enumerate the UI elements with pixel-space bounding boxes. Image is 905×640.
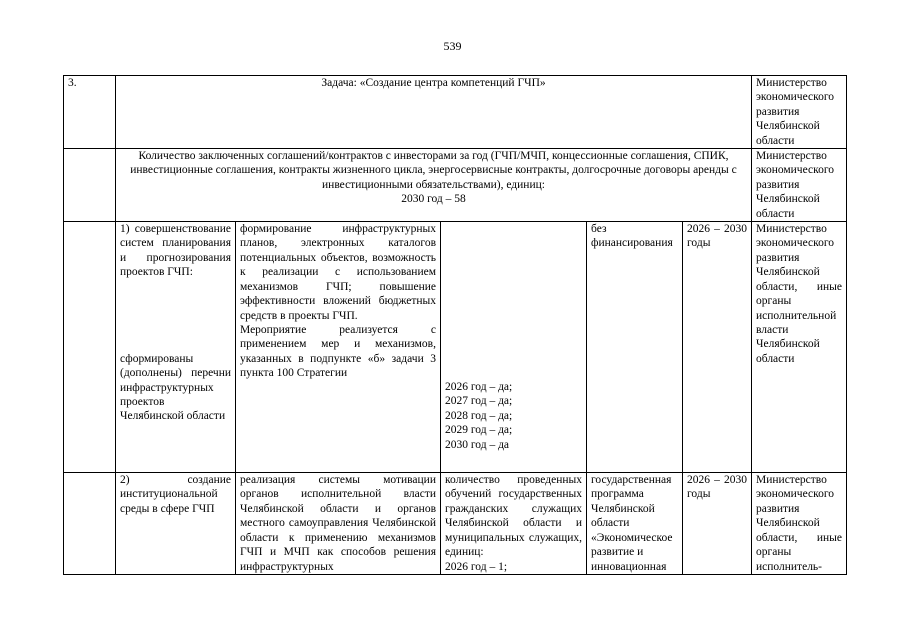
indicator-line: 2029 год – да; bbox=[445, 424, 513, 437]
measures-text: формирование инфраструктурных планов, электронных каталогов потенциальных объектов, возможность к реализации с использованием механизмов ГЧП; повышение эффективности вложений бюджетных средств в проекты ГЧП. bbox=[240, 223, 436, 322]
financing: без финансирования bbox=[587, 222, 683, 473]
page-number: 539 bbox=[443, 39, 462, 53]
indicator-values-cell bbox=[441, 222, 587, 473]
measure-name: 2) создание институциональной среды в сфере ГЧП bbox=[116, 473, 236, 575]
task-row bbox=[64, 76, 847, 149]
table-row bbox=[64, 222, 847, 473]
indicator-line: 2028 год – да; bbox=[445, 409, 513, 422]
executors: Министерство экономического развития Челябинской области, иные органы исполнительной власти Челябинской области bbox=[752, 222, 847, 473]
strategy-table bbox=[63, 75, 847, 575]
indicator-cell bbox=[116, 149, 752, 222]
indicator-responsible: Министерство экономического развития Челябинской области bbox=[752, 149, 847, 222]
indicator-text: Количество заключенных соглашений/контрактов с инвесторами за год (ГЧП/МЧП, концессионные соглашения, СПИК, инвестиционные соглашения, контракты жизненного цикла, энергосервисные контракты, долгосрочные договоры аренды с инвестиционными обязательствами), единиц: bbox=[130, 150, 737, 191]
indicator-line: 2027 год – да; bbox=[445, 395, 513, 408]
measures-text: реализация системы мотивации органов исполнительной власти Челябинской области и органов местного самоуправления Челябинской области к применению механизмов ГЧП и МЧП как способов решения инфраструктурных bbox=[236, 473, 441, 575]
measure-result: сформированы (дополнены) перечни инфраструктурных проектов Челябинской области bbox=[120, 352, 231, 423]
measures-cell bbox=[236, 222, 441, 473]
indicator-line: 2026 год – да; bbox=[445, 381, 513, 394]
section-number: 3. bbox=[64, 76, 116, 149]
task-title: Задача: «Создание центра компетенций ГЧП» bbox=[116, 76, 752, 149]
measures-note: Мероприятие реализуется с применением мер и механизмов, указанных в подпункте «б» задачи 3 пункта 100 Стратегии bbox=[240, 323, 436, 380]
measure-name-cell bbox=[116, 222, 236, 473]
table-row bbox=[64, 473, 847, 575]
period: 2026 – 2030 годы bbox=[683, 222, 752, 473]
indicator-line: 2026 год – 1; bbox=[445, 560, 508, 573]
indicator-text: количество проведенных обучений государственных гражданских служащих Челябинской области и муниципальных служащих, единиц: bbox=[445, 474, 582, 559]
indicator-line: 2030 год – да bbox=[445, 438, 510, 451]
indicator-cell bbox=[441, 473, 587, 575]
indicator-target: 2030 год – 58 bbox=[401, 193, 466, 206]
period: 2026 – 2030 годы bbox=[683, 473, 752, 575]
task-responsible: Министерство экономического развития Челябинской области bbox=[752, 76, 847, 149]
executors: Министерство экономического развития Челябинской области, иные органы исполнитель- bbox=[752, 473, 847, 575]
indicator-row bbox=[64, 149, 847, 222]
measure-name: 1) совершенствование систем планирования и прогнозирования проектов ГЧП: bbox=[120, 223, 231, 279]
financing: государственная программа Челябинской области «Экономическое развитие и инновационная bbox=[587, 473, 683, 575]
